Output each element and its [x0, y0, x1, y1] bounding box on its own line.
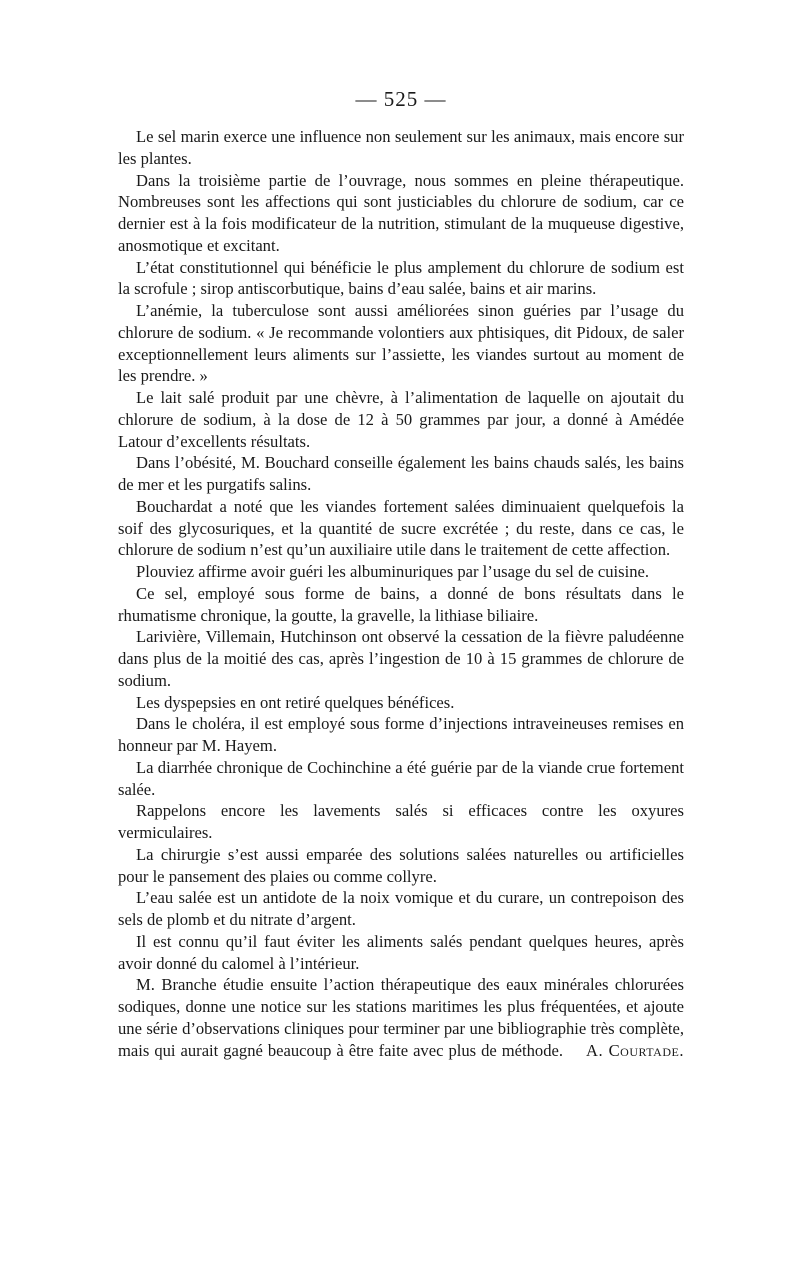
paragraph-2: Dans la troisième partie de l’ouvrage, nous sommes en pleine thérapeutique. Nombreuses sont les affections qui sont justiciables du chlorure de sodium, car ce dernier est à la fois modificateur de la nutrition, stimulant de la muqueuse digestive, anosmotique et excitant.	[118, 170, 684, 255]
paragraph-18	[118, 974, 684, 1061]
paragraph-1: Le sel marin exerce une influence non seulement sur les animaux, mais encore sur les plantes.	[118, 127, 684, 168]
paragraph-15: La chirurgie s’est aussi emparée des solutions salées naturelles ou artificielles pour le pansement des plaies ou comme collyre.	[118, 844, 684, 886]
paragraph-3: L’état constitutionnel qui bénéficie le plus amplement du chlorure de sodium est la scrofule ; sirop antiscorbutique, bains d’eau salée, bains et air marins.	[118, 257, 684, 299]
paragraph-5: Le lait salé produit par une chèvre, à l’alimentation de laquelle on ajoutait du chlorure de sodium, à la dose de 12 à 50 grammes par jour, a donné à Amédée Latour d’excellents résultats.	[118, 388, 684, 451]
paragraph-7: Bouchardat a noté que les viandes fortement salées diminuaient quelquefois la soif des glycosuriques, et la quantité de sucre excrétée ; du reste, dans ce cas, le chlorure de sodium n’est qu’un auxiliaire utile dans le traitement de cette affection.	[118, 496, 684, 560]
paragraph-9: Ce sel, employé sous forme de bains, a donné de bons résultats dans le rhumatisme chronique, la goutte, la gravelle, la lithiase biliaire.	[118, 583, 684, 625]
paragraph-11: Les dyspepsies en ont retiré quelques bénéfices.	[136, 692, 455, 712]
paragraph-17: Il est connu qu’il faut éviter les aliments salés pendant quelques heures, après avoir donné du calomel à l’intérieur.	[118, 931, 684, 973]
paragraph-10: Larivière, Villemain, Hutchinson ont observé la cessation de la fièvre paludéenne dans plus de la moitié des cas, après l’ingestion de 10 à 15 grammes de chlorure de sodium.	[118, 627, 684, 690]
paragraph-14: Rappelons encore les lavements salés si efficaces contre les oxyures vermiculaires.	[118, 801, 684, 842]
paragraph-8: Plouviez affirme avoir guéri les albuminuriques par l’usage du sel de cuisine.	[136, 562, 650, 581]
author-signature: A. Courtade.	[586, 1040, 684, 1060]
paragraph-16: L’eau salée est un antidote de la noix vomique et du curare, un contrepoison des sels de plomb et du nitrate d’argent.	[118, 888, 684, 929]
paragraph-12: Dans le choléra, il est employé sous forme d’injections intraveineuses remises en honneur par M. Hayem.	[118, 714, 684, 755]
book-page	[118, 86, 684, 1061]
paragraph-6: Dans l’obésité, M. Bouchard conseille également les bains chauds salés, les bains de mer et les purgatifs salins.	[118, 453, 684, 494]
paragraph-4: L’anémie, la tuberculose sont aussi améliorées sinon guéries par l’usage du chlorure de sodium. « Je recommande volontiers aux phtisiques, dit Pidoux, de saler exceptionnellement leurs aliments sur l’assiette, les viandes surtout au moment de les prendre. »	[118, 301, 684, 386]
paragraph-18-text: M. Branche étudie ensuite l’action thérapeutique des eaux minérales chlorurées sodiques, donne une notice sur les stations maritimes les plus fréquentées, et ajoute une série d’observations cliniques pour terminer par une bibliographie très complète, mais qui aurait gagné beaucoup à être faite avec plus de méthode.	[118, 975, 684, 1060]
paragraph-13: La diarrhée chronique de Cochinchine a été guérie par de la viande crue fortement salée.	[118, 757, 684, 799]
page-number: — 525 —	[355, 87, 447, 111]
